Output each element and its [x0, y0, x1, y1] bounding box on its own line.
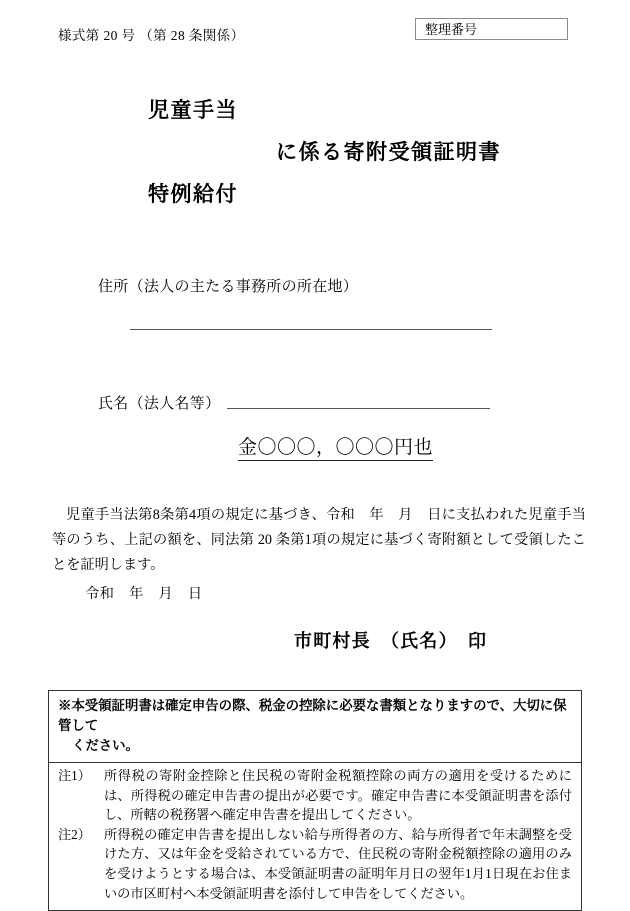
form-number: 様式第 20 号 （第 28 条関係）: [58, 28, 245, 43]
issuer-signature-line: 市町村長 （氏名） 印: [294, 631, 488, 651]
note-text: 所得税の確定申告書を提出しない給与所得者の方、給与所得者で年末調整を受けた方、又は年金を受給されている方で、住民税の寄附金税額控除の適用のみを受けようとする場合は、本受領証明書の証明年月日の翌年1月1日現在お住まいの市区町村へ本受領証明書を添付して申告をしてください。: [104, 826, 572, 901]
name-row: [98, 392, 518, 414]
reference-number-label: 整理番号: [425, 22, 478, 37]
notice-list: [49, 763, 581, 910]
certification-body-text: 児童手当法第8条第4項の規定に基づき、令和 年 月 日に支払われた児童手当等のうち、上記の額を、同法第 20 条第1項の規定に基づく寄附額として受領したことを証明します。: [52, 507, 586, 573]
issue-date-line: 令和 年 月 日: [85, 586, 203, 602]
note-marker: 注1）: [58, 768, 91, 783]
note-text: 所得税の寄附金控除と住民税の寄附金税額控除の両方の適用を受けるためには、所得税の確定申告書の提出が必要です。確定申告書に本受領証明書を添付し、所轄の税務署へ確定申告書を提出してください。: [104, 768, 572, 823]
title-benefit: 児童手当: [148, 98, 238, 122]
title-main: に係る寄附受領証明書: [276, 140, 501, 164]
name-write-in-rule[interactable]: [227, 408, 490, 409]
note-item: [58, 766, 572, 825]
note-marker: 注2）: [58, 826, 91, 842]
notice-box: [48, 690, 582, 911]
name-label: 氏名（法人名等）: [98, 396, 221, 412]
reference-number-box[interactable]: [415, 18, 568, 40]
document-title: [0, 88, 630, 210]
notice-header-line2: ください。: [72, 738, 139, 753]
certification-body: [52, 503, 586, 578]
address-write-in-rule[interactable]: [130, 329, 492, 330]
notice-header-line1: ※本受領証明書は確定申告の際、税金の控除に必要な書類となりますので、大切に保管して: [58, 698, 567, 733]
donation-amount: 金〇〇〇，〇〇〇円也: [238, 432, 433, 461]
title-special: 特例給付: [148, 182, 238, 206]
notice-header: [49, 691, 581, 763]
address-label: 住所（法人の主たる事務所の所在地）: [98, 279, 359, 295]
note-item: [58, 825, 572, 903]
